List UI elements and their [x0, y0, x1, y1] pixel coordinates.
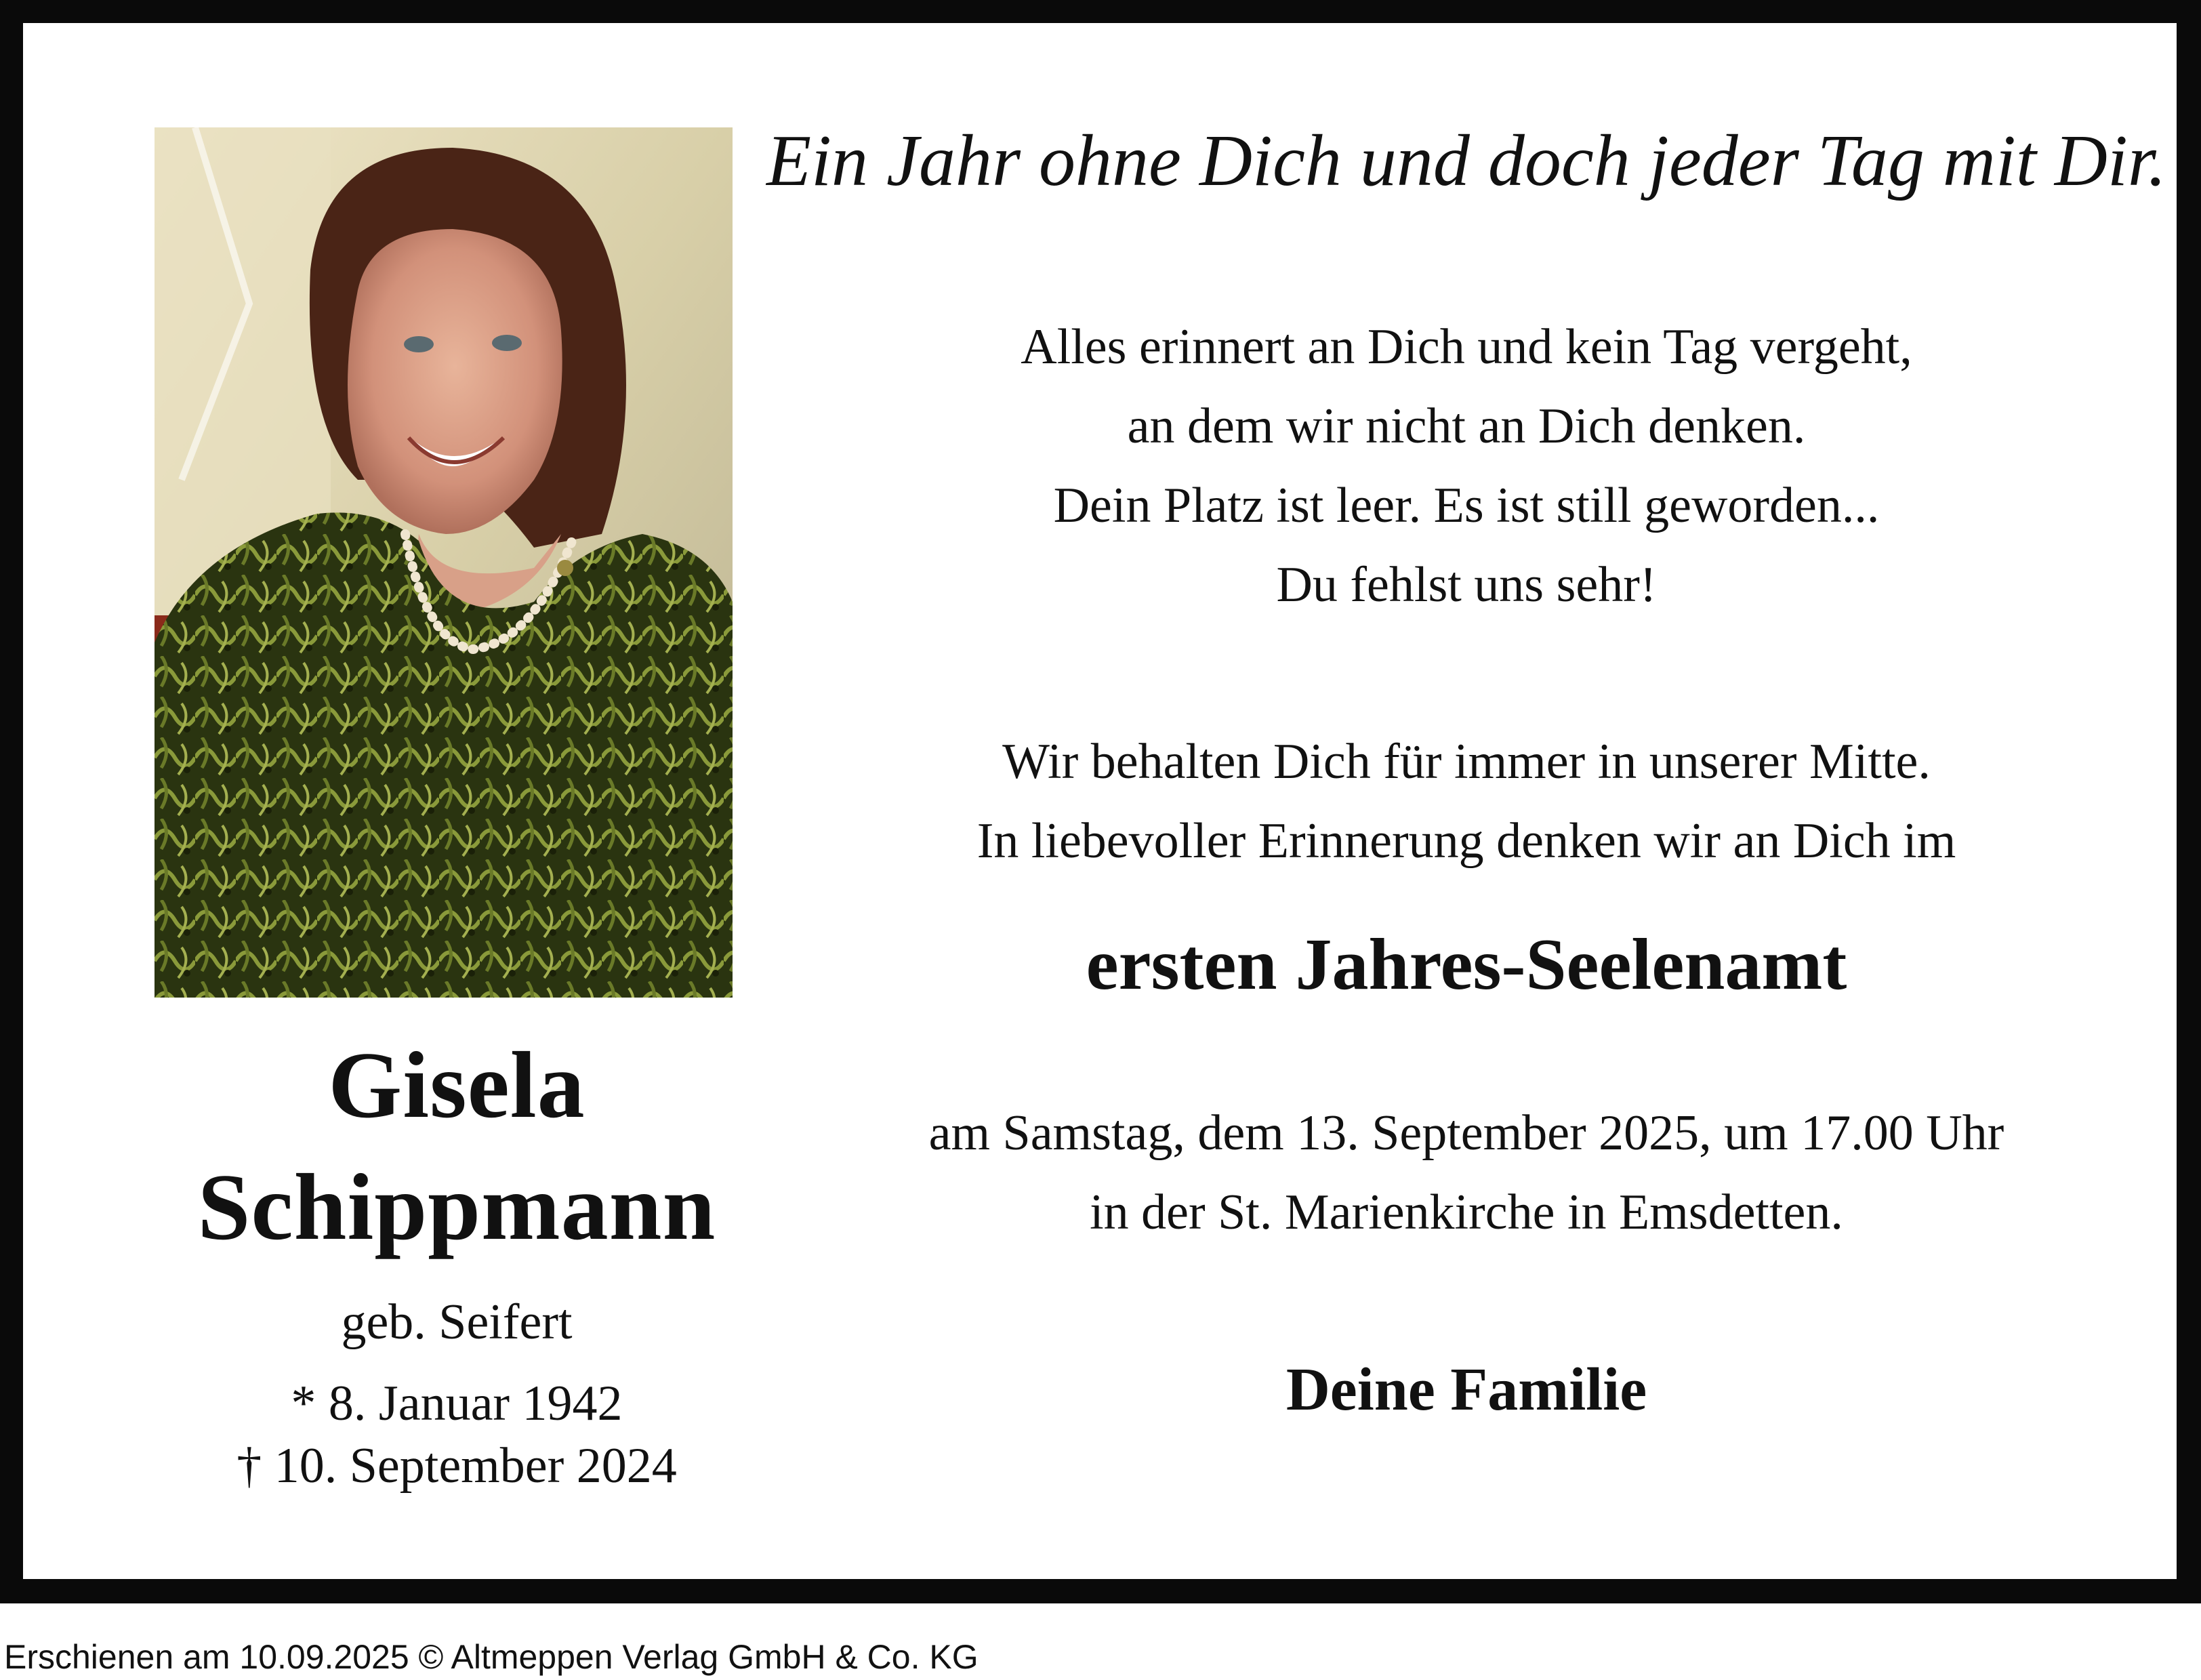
last-name: Schippmann: [197, 1155, 716, 1260]
first-name: Gisela: [328, 1033, 585, 1138]
remembrance-line: Wir behalten Dich für immer in unserer Mitte.: [1002, 734, 1931, 790]
event-line: in der St. Marienkirche in Emsdetten.: [1090, 1185, 1843, 1240]
publication-footer: Erschienen am 10.09.2025 © Altmeppen Verlag GmbH & Co. KG: [4, 1638, 979, 1676]
family-signature: Deine Familie: [1285, 1356, 1647, 1423]
poem-block: [755, 308, 2178, 625]
event-details: [755, 1094, 2178, 1252]
mass-title: ersten Jahres-Seelenamt: [1086, 924, 1847, 1005]
maiden-name: geb. Seifert: [341, 1294, 573, 1350]
motto-headline: Ein Jahr ohne Dich und doch jeder Tag mit Dir.: [766, 121, 2166, 201]
poem-line: Alles erinnert an Dich und kein Tag vergeht,: [1021, 319, 1912, 375]
portrait-photo: [155, 127, 733, 998]
poem-line: Dein Platz ist leer. Es ist still geworden...: [1053, 478, 1880, 533]
event-line: am Samstag, dem 13. September 2025, um 17.00 Uhr: [928, 1105, 2004, 1161]
notice-content-area: [23, 23, 2177, 1579]
poem-line: Du fehlst uns sehr!: [1276, 557, 1657, 613]
poem-line: an dem wir nicht an Dich denken.: [1127, 398, 1806, 454]
remembrance-block: [755, 722, 2178, 881]
birth-date: * 8. Januar 1942: [291, 1376, 623, 1431]
remembrance-line: In liebevoller Erinnerung denken wir an Dich im: [976, 813, 1956, 869]
death-date: † 10. September 2024: [236, 1438, 677, 1494]
